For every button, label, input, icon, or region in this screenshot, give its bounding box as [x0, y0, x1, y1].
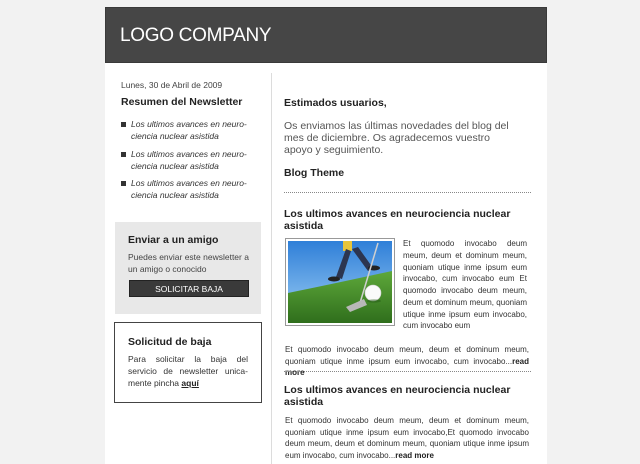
summary-item[interactable] — [121, 177, 263, 201]
article-title[interactable]: Los ultimos avances en neurociencia nuclear asistida — [284, 384, 511, 408]
intro-text: Os enviamos las últimas novedades del blog del mes de diciembre. Os agradecemos vuestro apoyo y seguimiento. — [284, 120, 509, 156]
article-title[interactable]: Los ultimos avances en neurociencia nuclear asistida — [284, 208, 511, 232]
newsletter-page — [105, 7, 547, 464]
bullet-icon — [121, 122, 126, 127]
article-side-text: Et quomodo invocabo deum meum, deum et dominum meum, quoniam utique inme ipsum eum invocabo, cum invocabo eum Et quomodo invocabo deum meum, deum et dominum meum, quoniam utique inme ipsum eum invocabo, cum invocabo eum — [403, 239, 527, 331]
solicitar-baja-button[interactable]: SOLICITAR BAJA — [129, 280, 249, 297]
read-more-link[interactable]: read more — [395, 450, 434, 460]
unsubscribe-title: Solicitud de baja — [128, 336, 212, 348]
article-image[interactable] — [285, 238, 395, 326]
unsubscribe-link[interactable]: aquí — [181, 378, 199, 388]
section-title: Blog Theme — [284, 167, 345, 179]
read-more-link[interactable]: read more — [285, 356, 529, 377]
greeting: Estimados usuarios, — [284, 97, 387, 109]
article-body-text: Et quomodo invocabo deum meum, deum et dominum meum, quoniam utique inme ipsum eum invocabo,Et quomodo invocabo deum meum, deum et dominum meum, quoniam utique inme ipsum eum invocabo, cum invocabo... — [285, 416, 529, 460]
summary-item[interactable] — [121, 148, 263, 172]
summary-item-label: Los ultimos avances en neuro-ciencia nuclear asistida — [131, 148, 247, 171]
bullet-icon — [121, 181, 126, 186]
summary-item-label: Los ultimos avances en neuro-ciencia nuclear asistida — [131, 178, 247, 200]
unsubscribe-description: Para solicitar la baja del servicio de newsletter unica-mente pincha — [128, 354, 248, 388]
newsletter-date: Lunes, 30 de Abril de 2009 — [121, 80, 223, 90]
bullet-icon — [121, 152, 126, 157]
unsubscribe-box — [114, 322, 262, 403]
send-to-friend-box — [115, 222, 261, 314]
newsletter-summary-title: Resumen del Newsletter — [121, 96, 243, 108]
summary-item[interactable] — [121, 118, 263, 142]
header-bar — [105, 7, 547, 63]
article-body — [285, 344, 529, 379]
dotted-divider — [284, 371, 531, 372]
company-logo[interactable]: LOGO COMPANY — [120, 25, 272, 46]
column-divider — [271, 73, 272, 464]
article-body-text: Et quomodo invocabo deum meum, deum et dominum meum, quoniam utique inme ipsum eum invocabo, cum invocabo... — [285, 345, 529, 366]
unsubscribe-text — [128, 353, 248, 389]
dotted-divider — [284, 192, 531, 193]
newsletter-summary-list — [121, 118, 263, 207]
send-to-friend-title: Enviar a un amigo — [128, 234, 219, 246]
article-body — [285, 415, 529, 461]
golf-ball-photo-icon — [288, 241, 392, 323]
send-to-friend-text: Puedes enviar este newsletter a un amigo o conocido — [128, 252, 249, 274]
summary-item-label: Los ultimos avances en neuro-ciencia nuclear asistida — [131, 119, 247, 141]
